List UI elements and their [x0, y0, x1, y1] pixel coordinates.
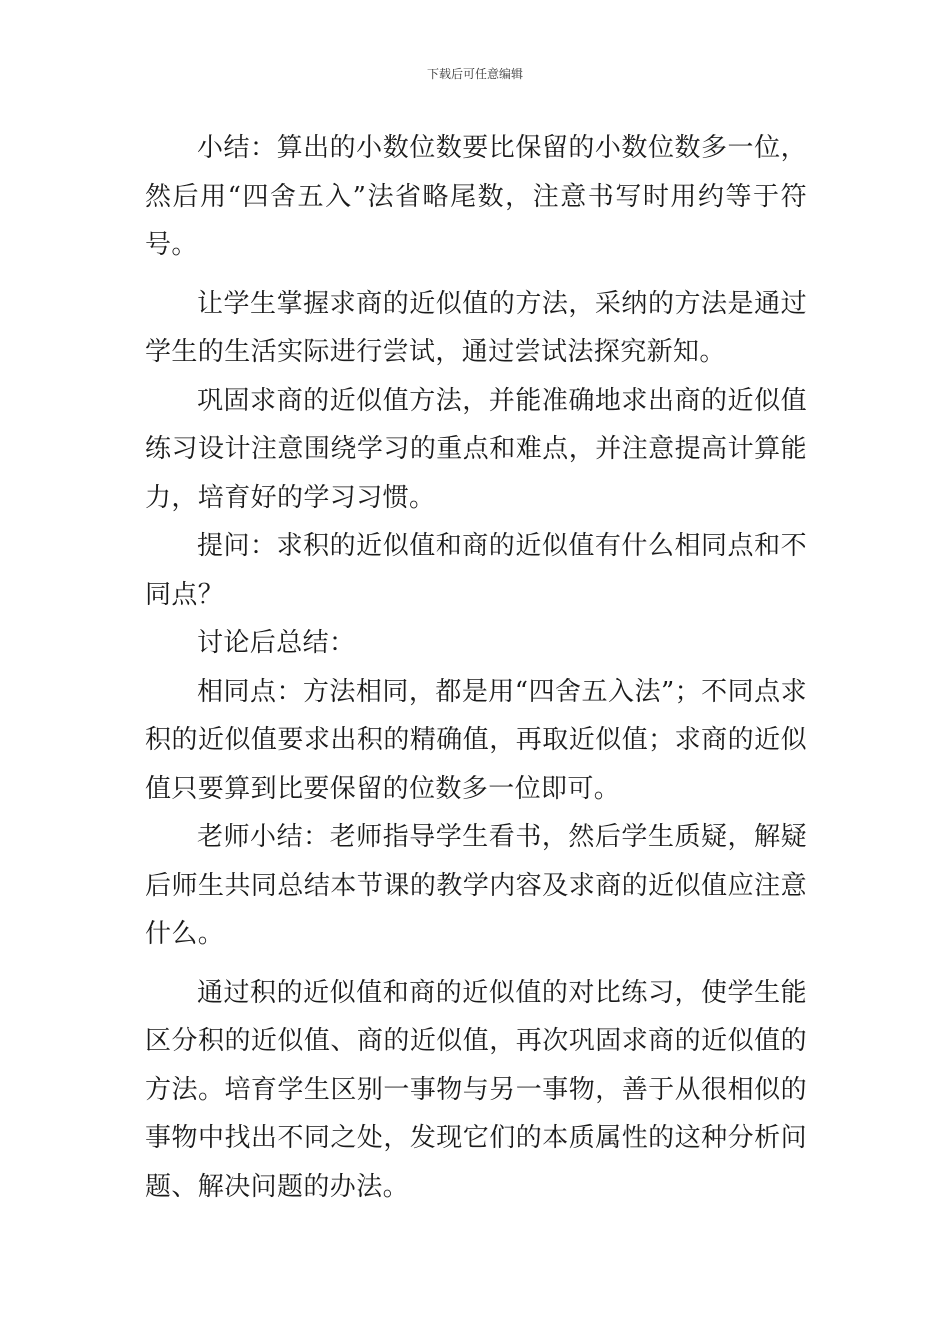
- paragraph-comparison: 通过积的近似值和商的近似值的对比练习，使学生能区分积的近似值、商的近似值，再次巩固求商的近似值的方法。培育学生区别一事物与另一事物，善于从很相似的事物中找出不同之处，发现它们的本质属性的这种分析问题、解决问题的办法。: [145, 977, 807, 1202]
- paragraph-teacher-summary: 老师小结：老师指导学生看书，然后学生质疑，解疑后师生共同总结本节课的教学内容及求商的近似值应注意什么。: [145, 822, 807, 949]
- paragraph-question: 提问：求积的近似值和商的近似值有什么相同点和不同点？: [145, 531, 807, 610]
- paragraph-method: 让学生掌握求商的近似值的方法，采纳的方法是通过学生的生活实际进行尝试，通过尝试法探究新知。: [145, 288, 807, 367]
- document-body: [145, 124, 807, 1211]
- paragraph-similarities: 相同点：方法相同，都是用“四舍五入法”；不同点求积的近似值要求出积的精确值，再取近似值；求商的近似值只要算到比要保留的位数多一位即可。: [145, 676, 807, 804]
- paragraph-summary: 小结：算出的小数位数要比保留的小数位数多一位，然后用“四舍五入”法省略尾数，注意书写时用约等于符号。: [145, 133, 807, 260]
- page-header: 下载后可任意编辑: [426, 67, 523, 81]
- paragraph-discussion: 讨论后总结：: [197, 628, 356, 658]
- paragraph-consolidate: 巩固求商的近似值方法，并能准确地求出商的近似值练习设计注意围绕学习的重点和难点，并注意提高计算能力，培育好的学习习惯。: [145, 385, 807, 513]
